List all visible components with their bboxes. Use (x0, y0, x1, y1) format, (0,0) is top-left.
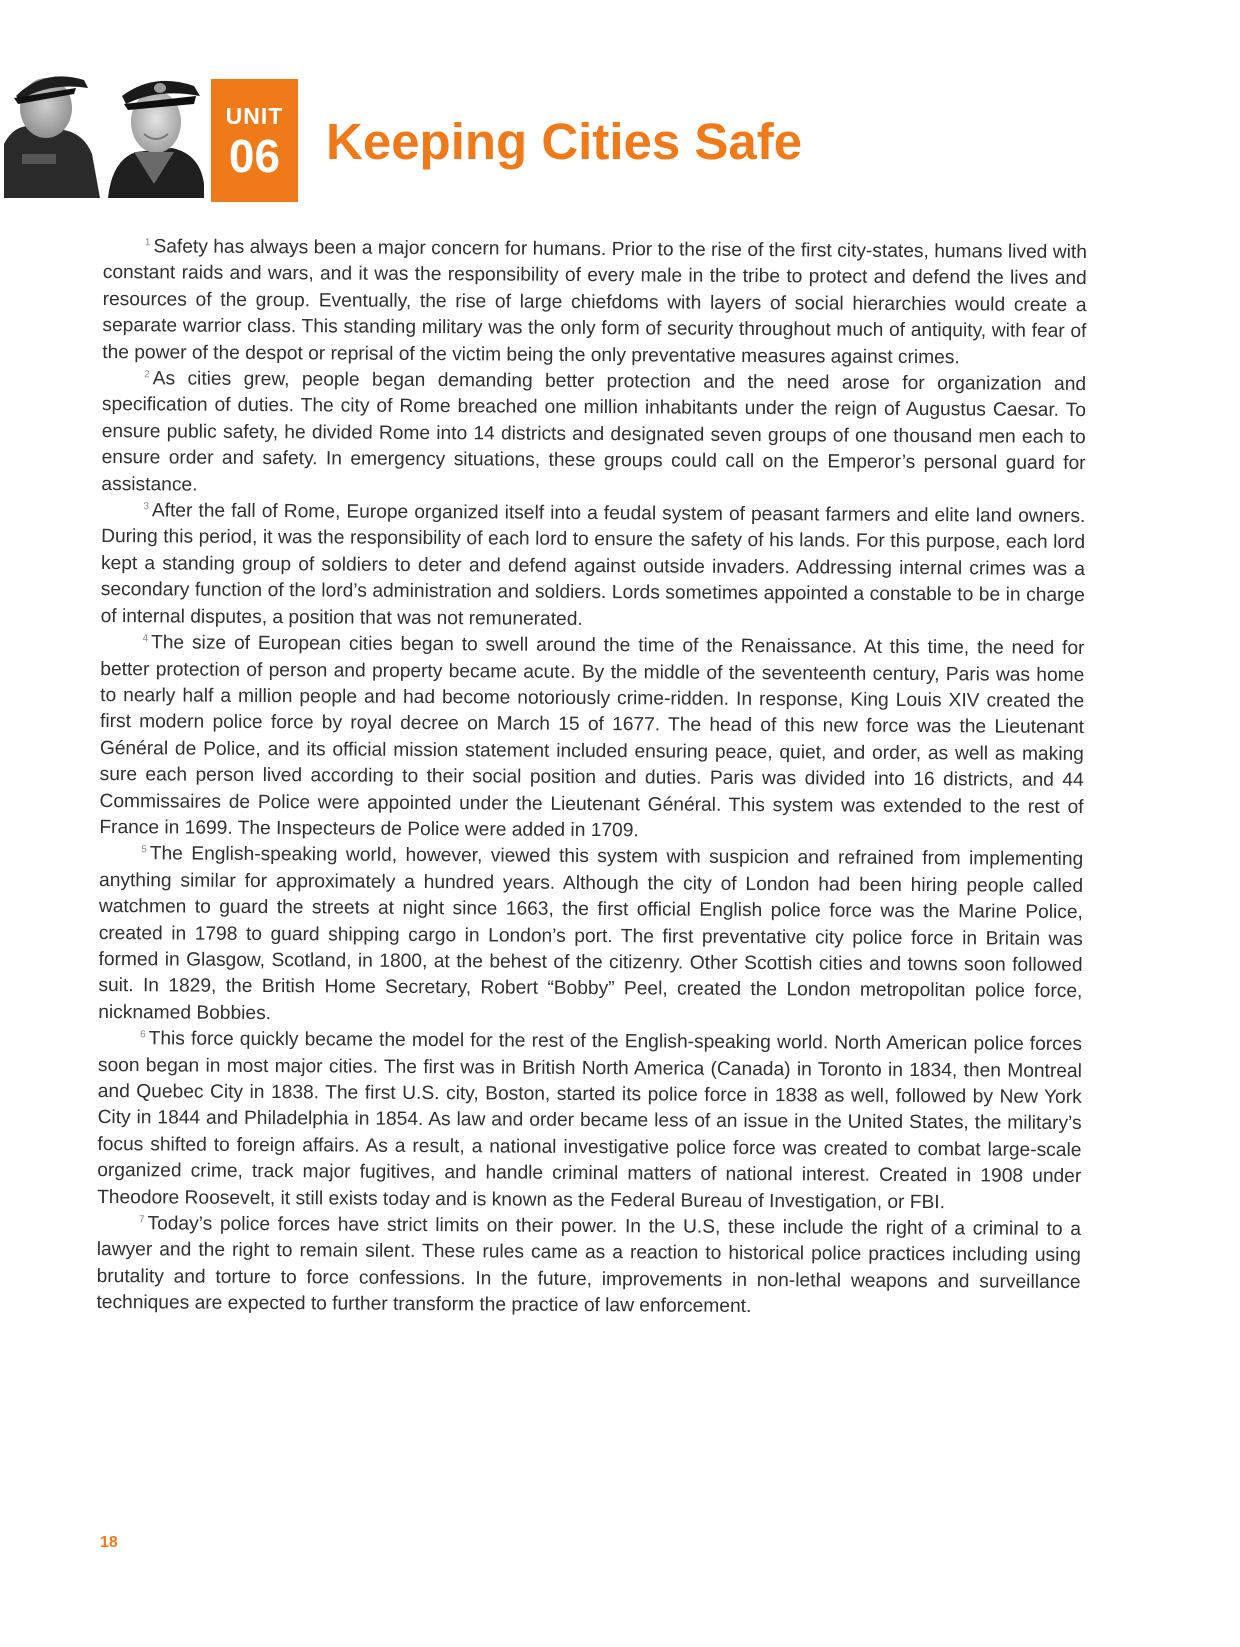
paragraph-number: 3 (143, 500, 149, 512)
paragraph (101, 366, 1086, 504)
paragraph (97, 1026, 1082, 1217)
paragraph (101, 498, 1086, 636)
paragraph (96, 1211, 1081, 1323)
paragraph-text: Safety has always been a major concern for humans. Prior to the rise of the first city-states, humans lived with constant raids and wars, and it was the responsibility of every male in the tribe to protect and defend the lives and resources of the group. Eventually, the rise of large chiefdoms with layers of social hierarchies would create a separate warrior class. This standing military was the only form of security throughout much of antiquity, with fear of the power of the despot or reprisal of the victim being the only preventative measures against crimes. (102, 236, 1087, 368)
unit-badge (211, 79, 298, 202)
paragraph-text: After the fall of Rome, Europe organized itself into a feudal system of peasant farmers and elite land owners. During this period, it was the responsibility of each lord to ensure the safety of his lands. For this purpose, each lord kept a standing group of soldiers to deter and defend against outside invaders. Addressing internal crimes was a secondary function of the lord’s administration and soldiers. Lords sometimes appointed a constable to be in charge of internal disputes, a position that was not remunerated. (100, 500, 1086, 630)
paragraph-number: 7 (138, 1213, 145, 1225)
paragraph (99, 630, 1084, 847)
unit-label: UNIT (225, 103, 284, 129)
paragraph (98, 841, 1083, 1032)
paragraph-text: The size of European cities began to swell around the time of the Renaissance. At this time, the need for better protection of person and property became acute. By the middle of the seventeenth century, Paris was home to nearly half a million people and had become notoriously crime-ridden. In response, King Louis XIV created the first modern police force by royal decree on March 15 of 1677. The head of this new force was the Lieutenant Général de Police, and its official mission statement included ensuring peace, quiet, and order, as well as making sure each person lived according to their social position and duties. Paris was divided into 16 districts, and 44 Commissaires de Police were appointed under the Lieutenant Général. This system was extended to the rest of France in 1699. The Inspecteurs de Police were added in 1709. (99, 632, 1085, 842)
paragraph-number: 2 (144, 368, 150, 380)
page-number: 18 (100, 1534, 118, 1551)
paragraph-number: 1 (144, 236, 151, 248)
paragraph-text: This force quickly became the model for the rest of the English-speaking world. North American police forces soon began in most major cities. The first was in British North America (Canada) in Toronto in 1834, then Montreal and Quebec City in 1838. The first U.S. city, Boston, started its police force in 1838 as well, followed by New York City in 1844 and Philadelphia in 1854. As law and order became less of an issue in the United States, the military’s focus shifted to foreign affairs. As a result, a national investigative police force was created to combat large-scale organized crime, track major fugitives, and handle criminal matters of national interest. Created in 1908 under Theodore Roosevelt, it still exists today and is known as the Federal Bureau of Investigation, or FBI. (97, 1028, 1083, 1213)
paragraph-text: The English-speaking world, however, viewed this system with suspicion and refrained from implementing anything similar for approximately a hundred years. Although the city of London had been hiring people called watchmen to guard the streets at night since 1663, the first official English police force was the Marine Police, created in 1798 to guard shipping cargo in London’s port. The first preventative city police force in Britain was formed in Glasgow, Scotland, in 1800, at the behest of the citizenry. Other Scottish cities and towns soon followed suit. In 1829, the British Home Secretary, Robert “Bobby” Peel, created the London metropolitan police force, nicknamed Bobbies. (98, 843, 1084, 1024)
paragraph-text: Today’s police forces have strict limits on their power. In the U.S, these include the right of a criminal to a lawyer and the right to remain silent. These rules came as a reaction to historical police practices including using brutality and torture to force confessions. In the future, improvements in non-lethal weapons and surveillance techniques are expected to further transform the practice of law enforcement. (96, 1213, 1082, 1318)
paragraph-number: 6 (140, 1029, 146, 1041)
paragraph-number: 4 (142, 632, 149, 644)
header-photo-police-officers (4, 74, 204, 198)
paragraph-number: 5 (141, 844, 147, 856)
paragraph (102, 234, 1087, 372)
article-body (96, 234, 1087, 1323)
police-officers-photo (4, 74, 204, 198)
page-title: Keeping Cities Safe (326, 113, 803, 170)
paragraph-text: As cities grew, people began demanding better protection and the need arose for organization and specification of duties. The city of Rome breached one million inhabitants under the reign of Augustus Caesar. To ensure public safety, he divided Rome into 14 districts and designated seven groups of one thousand men each to ensure order and safety. In emergency situations, these groups could call on the Emperor’s personal guard for assistance. (101, 368, 1087, 496)
unit-number: 06 (228, 130, 281, 182)
